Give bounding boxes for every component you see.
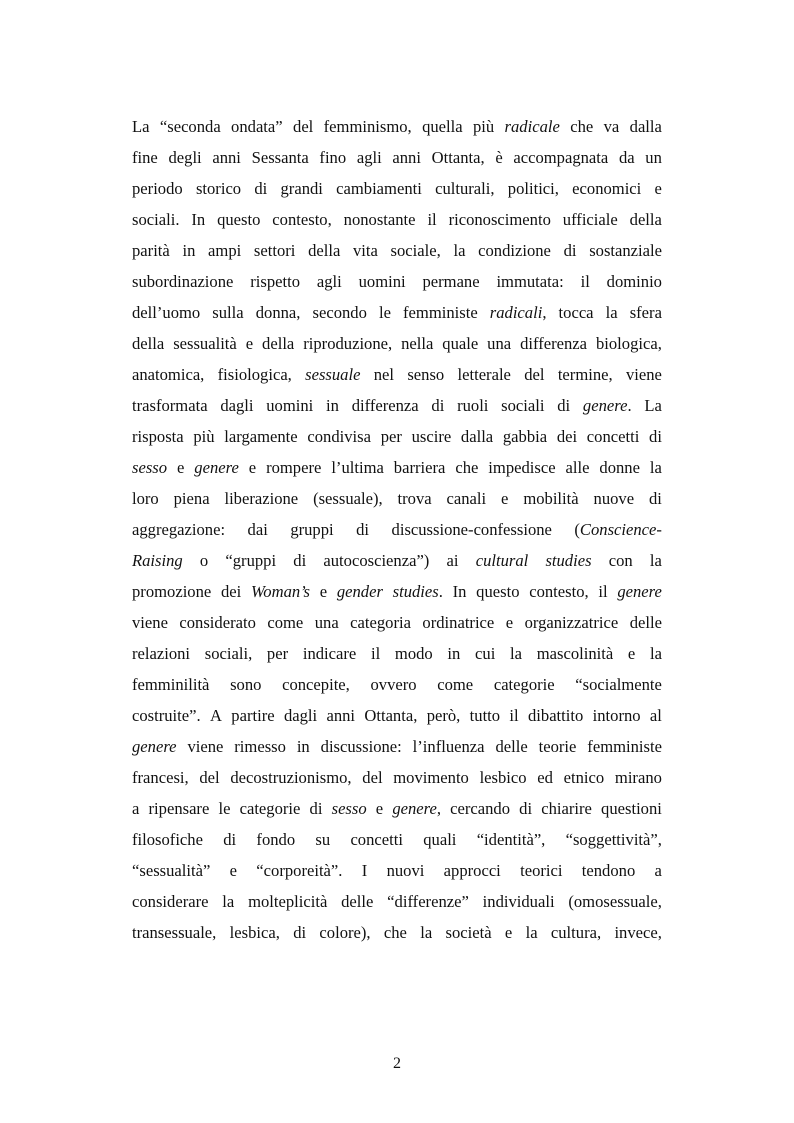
text-line bbox=[132, 886, 662, 917]
word: riproduzione, bbox=[303, 334, 393, 353]
word: contesto, bbox=[272, 210, 332, 229]
word: viene bbox=[625, 365, 662, 384]
word: da bbox=[618, 148, 635, 167]
text-line bbox=[132, 514, 662, 545]
word: politici, bbox=[507, 179, 559, 198]
word: genere bbox=[194, 458, 239, 477]
word: riconoscimento bbox=[448, 210, 551, 229]
word: di bbox=[649, 427, 662, 446]
word: la bbox=[525, 923, 538, 942]
word: è bbox=[495, 148, 503, 167]
word: dei bbox=[556, 427, 578, 446]
word: “soggettività”, bbox=[565, 830, 662, 849]
word: fino bbox=[319, 148, 347, 167]
word: in bbox=[326, 396, 339, 415]
word: I bbox=[361, 861, 368, 880]
word: sessuale bbox=[305, 365, 361, 384]
word: dagli bbox=[283, 706, 318, 725]
word: tutto bbox=[469, 706, 501, 725]
word: organizzatrice bbox=[524, 613, 619, 632]
word: sesso bbox=[331, 799, 367, 818]
text-line bbox=[132, 142, 662, 173]
word: delle bbox=[629, 613, 662, 632]
word: invece, bbox=[614, 923, 662, 942]
word: questioni bbox=[601, 799, 662, 818]
text-line bbox=[132, 917, 662, 948]
word: categorie bbox=[239, 799, 301, 818]
word: e bbox=[501, 489, 509, 508]
word: etnico bbox=[563, 768, 605, 787]
word: sociali. bbox=[132, 210, 180, 229]
word: sulla bbox=[212, 303, 244, 322]
word: per bbox=[266, 644, 289, 663]
word: concetti bbox=[350, 830, 403, 849]
word: cercando bbox=[450, 799, 511, 818]
word: “differenze” bbox=[387, 892, 469, 911]
word: letterale bbox=[457, 365, 511, 384]
word: degli bbox=[168, 148, 202, 167]
word: decostruzionismo, bbox=[230, 768, 352, 787]
word: costruite”. bbox=[132, 706, 201, 725]
word: loro bbox=[132, 489, 159, 508]
word: di bbox=[557, 396, 571, 415]
word: barriera bbox=[393, 458, 446, 477]
word: di bbox=[563, 241, 577, 260]
word: lesbica, bbox=[229, 923, 280, 942]
word: ondata” bbox=[231, 117, 283, 136]
word: fine bbox=[132, 148, 158, 167]
word: cambiamenti bbox=[336, 179, 422, 198]
word: come bbox=[437, 675, 474, 694]
word: Raising bbox=[132, 551, 183, 570]
word: La bbox=[132, 117, 150, 136]
text-line bbox=[132, 297, 662, 328]
word: la bbox=[510, 644, 523, 663]
word: promozione bbox=[132, 582, 212, 601]
word: settori bbox=[253, 241, 296, 260]
word: uomini bbox=[266, 396, 314, 415]
word: ampi bbox=[208, 241, 242, 260]
word: transessuale, bbox=[132, 923, 217, 942]
word: l’influenza bbox=[412, 737, 485, 756]
word: di bbox=[223, 830, 237, 849]
text-line bbox=[132, 576, 662, 607]
word: viene bbox=[187, 737, 224, 756]
word: parità bbox=[132, 241, 170, 260]
word: quali bbox=[423, 830, 457, 849]
word: genere bbox=[132, 737, 177, 756]
word: la bbox=[649, 458, 662, 477]
word: In bbox=[452, 582, 467, 601]
word: senso bbox=[407, 365, 445, 384]
word: delle bbox=[495, 737, 528, 756]
word: più bbox=[193, 427, 215, 446]
word: in bbox=[447, 644, 461, 663]
body-paragraph bbox=[132, 111, 662, 948]
word: radicali, bbox=[489, 303, 547, 322]
word: trova bbox=[397, 489, 432, 508]
word: La bbox=[644, 396, 662, 415]
word: di bbox=[254, 179, 268, 198]
word: in bbox=[182, 241, 196, 260]
text-line bbox=[132, 235, 662, 266]
word: concepite, bbox=[282, 675, 350, 694]
word: più bbox=[472, 117, 495, 136]
word: e bbox=[504, 923, 513, 942]
word: (Conscience- bbox=[574, 520, 662, 539]
word: “sessualità” bbox=[132, 861, 211, 880]
word: studies bbox=[545, 551, 592, 570]
text-line bbox=[132, 452, 662, 483]
word: concetti bbox=[586, 427, 640, 446]
word: nel bbox=[373, 365, 395, 384]
word: intorno bbox=[592, 706, 641, 725]
word: mirano bbox=[614, 768, 662, 787]
word: liberazione bbox=[224, 489, 299, 508]
word: quale bbox=[442, 334, 479, 353]
word: ordinatrice bbox=[422, 613, 495, 632]
word: categoria bbox=[350, 613, 411, 632]
word: la bbox=[420, 923, 433, 942]
word: ufficiale bbox=[562, 210, 618, 229]
word: rispetto bbox=[250, 272, 301, 291]
word: subordinazione bbox=[132, 272, 234, 291]
word: periodo bbox=[132, 179, 183, 198]
word: studies. bbox=[392, 582, 443, 601]
word: sono bbox=[230, 675, 262, 694]
word: cui bbox=[475, 644, 496, 663]
word: condivisa bbox=[307, 427, 371, 446]
word: aggregazione: bbox=[132, 520, 226, 539]
word: contesto, bbox=[529, 582, 589, 601]
word: femminismo, bbox=[323, 117, 412, 136]
word: ripensare bbox=[148, 799, 210, 818]
word: differenza bbox=[520, 334, 588, 353]
word: in bbox=[296, 737, 310, 756]
word: femministe bbox=[587, 737, 662, 756]
text-line bbox=[132, 824, 662, 855]
word: dominio bbox=[606, 272, 662, 291]
word: modo bbox=[394, 644, 433, 663]
word: quella bbox=[422, 117, 463, 136]
word: femministe bbox=[403, 303, 478, 322]
word: impedisce bbox=[488, 458, 556, 477]
word: “gruppi bbox=[225, 551, 277, 570]
word: del bbox=[199, 768, 220, 787]
word: considerato bbox=[179, 613, 256, 632]
page-number: 2 bbox=[393, 1055, 401, 1072]
word: ed bbox=[537, 768, 553, 787]
word: e bbox=[176, 458, 185, 477]
word: dalla bbox=[460, 427, 494, 446]
word: categorie bbox=[493, 675, 555, 694]
word: il bbox=[427, 210, 437, 229]
word: del bbox=[362, 768, 383, 787]
word: Ottanta, bbox=[364, 706, 418, 725]
word: l’ultima bbox=[331, 458, 384, 477]
text-line bbox=[132, 204, 662, 235]
word: viene bbox=[132, 613, 168, 632]
word: storico bbox=[195, 179, 242, 198]
word: rompere bbox=[266, 458, 322, 477]
word: secondo bbox=[312, 303, 367, 322]
word: ai bbox=[446, 551, 459, 570]
word: piena bbox=[173, 489, 210, 508]
word: la bbox=[605, 303, 618, 322]
word: nuovi bbox=[386, 861, 425, 880]
word: con bbox=[608, 551, 633, 570]
word: sfera bbox=[629, 303, 662, 322]
word: questo bbox=[217, 210, 261, 229]
text-line bbox=[132, 266, 662, 297]
word: rimesso bbox=[234, 737, 286, 756]
word: In bbox=[191, 210, 206, 229]
word: di bbox=[431, 396, 445, 415]
word: che bbox=[383, 923, 407, 942]
word: anni bbox=[212, 148, 241, 167]
word: al bbox=[649, 706, 662, 725]
word: il bbox=[370, 644, 381, 663]
word: culturali, bbox=[435, 179, 495, 198]
text-line bbox=[132, 483, 662, 514]
word: genere bbox=[617, 582, 662, 601]
word: sesso bbox=[132, 458, 168, 477]
word: il bbox=[580, 272, 590, 291]
word: e bbox=[245, 334, 254, 353]
text-line bbox=[132, 607, 662, 638]
word: una bbox=[314, 613, 339, 632]
word: sociali bbox=[501, 396, 545, 415]
text-line bbox=[132, 545, 662, 576]
word: considerare bbox=[132, 892, 209, 911]
word: “corporeità”. bbox=[256, 861, 343, 880]
word: indicare bbox=[302, 644, 357, 663]
word: dell’uomo bbox=[132, 303, 201, 322]
word: sociali, bbox=[204, 644, 253, 663]
word: delle bbox=[341, 892, 374, 911]
word: biologica, bbox=[595, 334, 662, 353]
word: sostanziale bbox=[589, 241, 662, 260]
word: e bbox=[654, 179, 662, 198]
word: del bbox=[524, 365, 545, 384]
word: gruppi bbox=[290, 520, 334, 539]
word: cultural bbox=[475, 551, 529, 570]
word: grandi bbox=[280, 179, 323, 198]
word: e bbox=[229, 861, 237, 880]
word: di bbox=[519, 799, 533, 818]
word: uscire bbox=[411, 427, 452, 446]
text-line bbox=[132, 359, 662, 390]
text-line bbox=[132, 421, 662, 452]
word: la bbox=[650, 644, 662, 663]
word: approcci bbox=[443, 861, 501, 880]
word: anni bbox=[392, 148, 421, 167]
text-line bbox=[132, 762, 662, 793]
word: gender bbox=[336, 582, 383, 601]
word: agli bbox=[356, 148, 382, 167]
word: le bbox=[218, 799, 231, 818]
word: la bbox=[453, 241, 466, 260]
word: teorici bbox=[520, 861, 563, 880]
word: differenza bbox=[351, 396, 419, 415]
word: e bbox=[248, 458, 257, 477]
word: trasformata bbox=[132, 396, 208, 415]
word: fisiologica, bbox=[217, 365, 292, 384]
word: genere, bbox=[392, 799, 441, 818]
word: filosofiche bbox=[132, 830, 203, 849]
word: discussione: bbox=[320, 737, 402, 756]
word: che bbox=[570, 117, 594, 136]
word: alle bbox=[565, 458, 590, 477]
word: anatomica, bbox=[132, 365, 205, 384]
word: Sessanta bbox=[251, 148, 309, 167]
word: tocca bbox=[558, 303, 594, 322]
word: relazioni bbox=[132, 644, 191, 663]
word: dibattito bbox=[527, 706, 584, 725]
word: di bbox=[293, 923, 307, 942]
word: nonostante bbox=[343, 210, 416, 229]
word: a bbox=[132, 799, 140, 818]
word: fondo bbox=[256, 830, 296, 849]
word: le bbox=[378, 303, 391, 322]
word: genere. bbox=[582, 396, 632, 415]
word: mascolinità bbox=[536, 644, 614, 663]
word: società bbox=[445, 923, 492, 942]
word: sociale, bbox=[390, 241, 441, 260]
word: una bbox=[487, 334, 512, 353]
word: colore), bbox=[319, 923, 371, 942]
word: di bbox=[309, 799, 323, 818]
text-line bbox=[132, 731, 662, 762]
word: permane bbox=[422, 272, 480, 291]
word: però, bbox=[426, 706, 461, 725]
word: o bbox=[199, 551, 209, 570]
word: la bbox=[222, 892, 235, 911]
word: il bbox=[598, 582, 608, 601]
word: femminilità bbox=[132, 675, 210, 694]
word: donne bbox=[599, 458, 640, 477]
word: A bbox=[209, 706, 222, 725]
text-line bbox=[132, 390, 662, 421]
text-line bbox=[132, 669, 662, 700]
text-line bbox=[132, 793, 662, 824]
word: canali bbox=[446, 489, 487, 508]
word: e bbox=[319, 582, 328, 601]
word: sessualità bbox=[173, 334, 237, 353]
word: mobilità bbox=[523, 489, 579, 508]
word: tendono bbox=[581, 861, 636, 880]
word: Ottanta, bbox=[431, 148, 485, 167]
word: e bbox=[375, 799, 384, 818]
word: “socialmente bbox=[575, 675, 662, 694]
text-line bbox=[132, 638, 662, 669]
word: uomini bbox=[358, 272, 406, 291]
text-line bbox=[132, 855, 662, 886]
word: cultura, bbox=[550, 923, 602, 942]
word: termine, bbox=[557, 365, 613, 384]
word: dalla bbox=[629, 117, 662, 136]
word: nuove bbox=[593, 489, 635, 508]
word: ovvero bbox=[370, 675, 417, 694]
word: (omosessuale, bbox=[568, 892, 662, 911]
word: condizione bbox=[478, 241, 551, 260]
text-line bbox=[132, 700, 662, 731]
word: accompagnata bbox=[513, 148, 609, 167]
word: radicale bbox=[504, 117, 560, 136]
word: partire bbox=[231, 706, 275, 725]
word: va bbox=[603, 117, 620, 136]
text-line bbox=[132, 173, 662, 204]
word: di bbox=[356, 520, 370, 539]
text-line bbox=[132, 111, 662, 142]
word: nella bbox=[401, 334, 434, 353]
word: questo bbox=[476, 582, 520, 601]
word: la bbox=[649, 551, 662, 570]
word: vita bbox=[352, 241, 378, 260]
word: di bbox=[648, 489, 662, 508]
word: della bbox=[132, 334, 165, 353]
word: “identità”, bbox=[476, 830, 546, 849]
word: agli bbox=[316, 272, 342, 291]
word: largamente bbox=[224, 427, 298, 446]
word: Woman’s bbox=[250, 582, 311, 601]
word: della bbox=[262, 334, 295, 353]
word: dai bbox=[247, 520, 268, 539]
word: ruoli bbox=[457, 396, 489, 415]
word: per bbox=[380, 427, 402, 446]
word: della bbox=[308, 241, 341, 260]
word: immutata: bbox=[496, 272, 564, 291]
word: il bbox=[509, 706, 519, 725]
word: gabbia bbox=[502, 427, 548, 446]
word: anni bbox=[326, 706, 356, 725]
word: a bbox=[654, 861, 662, 880]
word: un bbox=[645, 148, 662, 167]
word: di bbox=[293, 551, 307, 570]
word: e bbox=[627, 644, 636, 663]
word: chiarire bbox=[541, 799, 592, 818]
word: francesi, bbox=[132, 768, 189, 787]
word: discussione-confessione bbox=[391, 520, 552, 539]
word: “seconda bbox=[159, 117, 221, 136]
word: (sessuale), bbox=[313, 489, 383, 508]
word: dagli bbox=[220, 396, 254, 415]
word: lesbico bbox=[479, 768, 527, 787]
word: che bbox=[455, 458, 479, 477]
word: della bbox=[629, 210, 662, 229]
word: come bbox=[267, 613, 304, 632]
word: autocoscienza”) bbox=[323, 551, 430, 570]
word: risposta bbox=[132, 427, 184, 446]
word: del bbox=[293, 117, 314, 136]
text-line bbox=[132, 328, 662, 359]
word: su bbox=[315, 830, 331, 849]
word: individuali bbox=[482, 892, 555, 911]
word: movimento bbox=[393, 768, 469, 787]
word: economici bbox=[572, 179, 642, 198]
word: teorie bbox=[538, 737, 577, 756]
word: donna, bbox=[255, 303, 301, 322]
word: molteplicità bbox=[248, 892, 328, 911]
word: dei bbox=[220, 582, 242, 601]
word: e bbox=[505, 613, 514, 632]
